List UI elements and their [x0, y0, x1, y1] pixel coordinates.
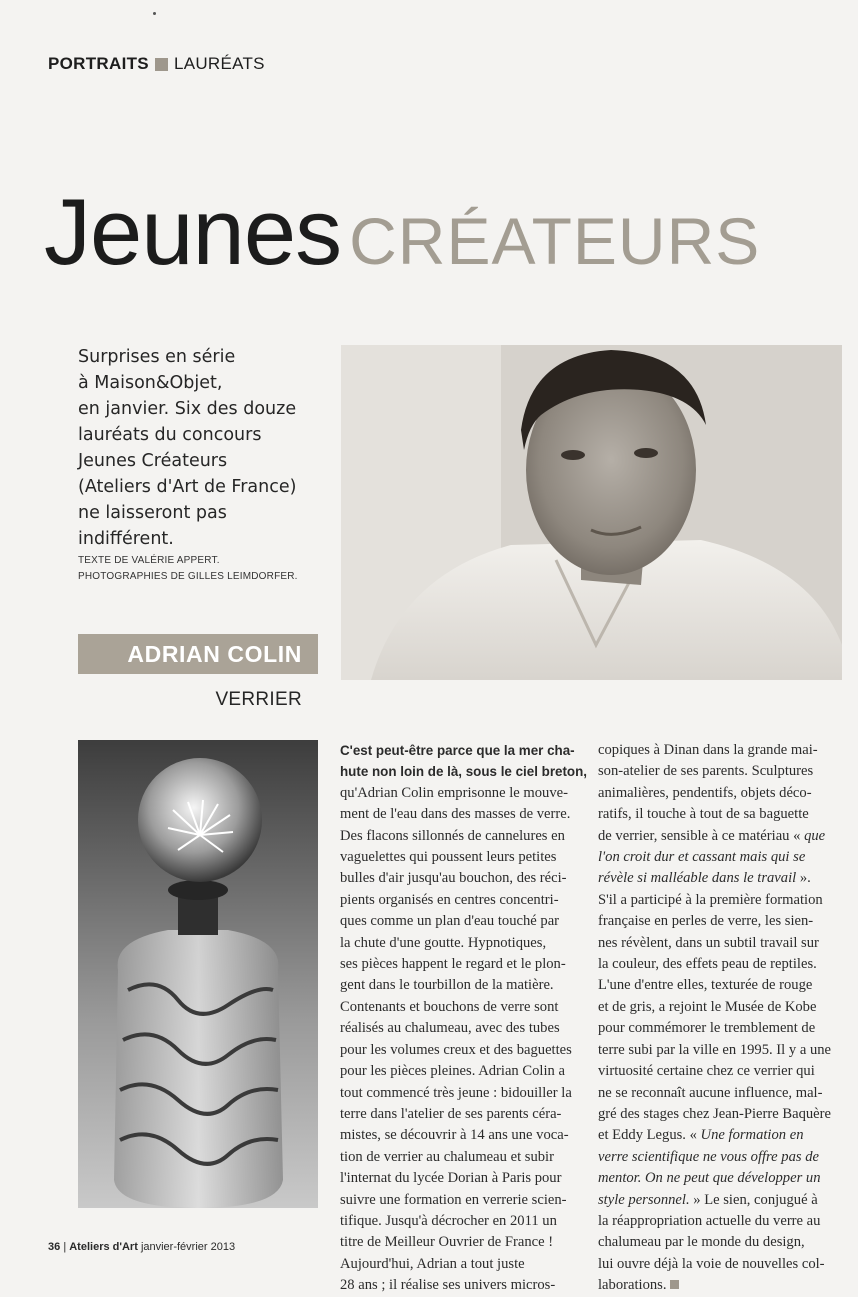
body-line: gent dans le tourbillon de la matière.: [340, 977, 554, 994]
print-mark: [153, 12, 156, 15]
title-part-1: Jeunes: [44, 179, 342, 284]
body-line: animalières, pendentifs, objets déco-: [598, 784, 812, 801]
intro-line: indifférent.: [78, 529, 174, 549]
body-line: ses pièces happent le regard et le plon-: [340, 956, 566, 973]
body-line: gré des stages chez Jean-Pierre Baquère: [598, 1105, 831, 1122]
intro-line: en janvier. Six des douze: [78, 399, 297, 419]
intro-line: Jeunes Créateurs: [78, 451, 228, 471]
bottle-illustration: [78, 740, 318, 1208]
quote-line: verre scientifique ne vous offre pas de: [598, 1148, 820, 1165]
intro-line: Surprises en série: [78, 347, 236, 367]
body-line: chalumeau par le monde du design,: [598, 1234, 805, 1251]
body-line: ratifs, il touche à tout de sa baguette: [598, 806, 809, 823]
body-line: et de gris, a rejoint le Musée de Kobe: [598, 998, 817, 1015]
page-number: 36: [48, 1241, 61, 1253]
intro-line: ne laisseront pas: [78, 503, 227, 523]
body-line: virtuosité certaine chez ce verrier qui: [598, 1063, 815, 1080]
quote-text: que: [804, 827, 826, 844]
body-line: suivre une formation en verrerie scien-: [340, 1191, 567, 1208]
text-credit: TEXTE DE VALÉRIE APPERT.: [78, 555, 220, 566]
body-line: tout commencé très jeune : bidouiller la: [340, 1084, 572, 1101]
body-line: titre de Meilleur Ouvrier de France !: [340, 1234, 554, 1251]
body-line: ques comme un plan d'eau touché par: [340, 913, 560, 930]
body-line: [598, 1125, 843, 1146]
quote-text: style personnel.: [598, 1191, 690, 1208]
body-text: et Eddy Legus. «: [598, 1127, 701, 1144]
lead-line: C'est peut-être parce que la mer cha-: [340, 743, 575, 758]
body-line: terre subi par la ville en 1995. Il y a une: [598, 1041, 832, 1058]
body-text: de verrier, sensible à ce matériau «: [598, 827, 805, 844]
body-line: la couleur, des effets peau de reptiles.: [598, 956, 817, 973]
page-title: [44, 178, 844, 286]
body-line: bulles d'air jusqu'au bouchon, des réci-: [340, 870, 567, 887]
body-line: ne se reconnaît aucune influence, mal-: [598, 1084, 823, 1101]
artisan-name: ADRIAN COLIN: [78, 634, 318, 674]
body-line: pour commémorer le tremblement de: [598, 1020, 816, 1037]
section-name: PORTRAITS: [48, 54, 149, 73]
body-line: [598, 1275, 843, 1296]
issue-date: janvier-février 2013: [140, 1241, 236, 1253]
body-line: française en perles de verre, les sien-: [598, 913, 814, 930]
body-line: S'il a participé à la première formation: [598, 891, 823, 908]
photo-credit: PHOTOGRAPHIES DE GILLES LEIMDORFER.: [78, 571, 298, 582]
title-part-2: CRÉATEURS: [349, 204, 761, 278]
article-column-1: [340, 740, 588, 1297]
body-line: qu'Adrian Colin emprisonne le mouve-: [340, 784, 568, 801]
body-line: pour les volumes creux et des baguettes: [340, 1041, 572, 1058]
body-line: la réappropriation actuelle du verre au: [598, 1212, 821, 1229]
footer-separator: |: [63, 1241, 70, 1253]
body-line: vaguelettes qui poussent leurs petites: [340, 849, 557, 866]
body-line: Contenants et bouchons de verre sont: [340, 998, 559, 1015]
section-separator-square: [155, 58, 168, 71]
body-line: mistes, se découvrir à 14 ans une voca-: [340, 1127, 569, 1144]
body-line: [598, 826, 843, 847]
page-footer: [48, 1241, 235, 1253]
body-line: tifique. Jusqu'à décrocher en 2011 un: [340, 1212, 557, 1229]
artisan-role: VERRIER: [215, 689, 302, 710]
quote-line: l'on croit dur et cassant mais qui se: [598, 849, 806, 866]
body-line: tion de verrier au chalumeau et subir: [340, 1148, 554, 1165]
quote-line: mentor. On ne peut que développer un: [598, 1170, 821, 1187]
body-line: L'une d'entre elles, texturée de rouge: [598, 977, 813, 994]
quote-text: révèle si malléable dans le travail: [598, 870, 797, 887]
body-line: pients organisés en centres concentri-: [340, 891, 559, 908]
body-line: copiques à Dinan dans la grande mai-: [598, 742, 818, 758]
body-line: son-atelier de ses parents. Sculptures: [598, 763, 814, 780]
body-line: nes révèlent, dans un subtil travail sur: [598, 934, 819, 951]
magazine-name: Ateliers d'Art: [69, 1241, 138, 1253]
body-line: réalisés au chalumeau, avec des tubes: [340, 1020, 560, 1037]
end-of-article-square: [670, 1280, 679, 1289]
body-line: [598, 1190, 843, 1211]
section-header: [48, 54, 265, 74]
glass-bottle-photo: [78, 740, 318, 1208]
quote-text: Une formation en: [700, 1127, 804, 1144]
body-line: pour les pièces pleines. Adrian Colin a: [340, 1063, 565, 1080]
body-line: [598, 868, 843, 889]
article-column-2: [598, 740, 843, 1297]
body-line: l'internat du lycée Dorian à Paris pour: [340, 1170, 562, 1187]
body-line: Des flacons sillonnés de cannelures en: [340, 827, 565, 844]
section-subname: LAURÉATS: [173, 54, 265, 73]
intro-text: [78, 344, 328, 552]
body-line: 28 ans ; il réalise ses univers micros-: [340, 1277, 556, 1294]
intro-line: lauréats du concours: [78, 425, 262, 445]
body-line: terre dans l'atelier de ses parents céra-: [340, 1105, 562, 1122]
portrait-photo: [341, 345, 842, 680]
body-line: la chute d'une goutte. Hypnotiques,: [340, 934, 547, 951]
body-text: ».: [796, 870, 811, 887]
intro-line: (Ateliers d'Art de France): [78, 477, 297, 497]
body-line: lui ouvre déjà la voie de nouvelles col-: [598, 1255, 825, 1272]
body-text: laborations.: [598, 1277, 667, 1294]
portrait-illustration: [341, 345, 842, 680]
lead-line: hute non loin de là, sous le ciel breton,: [340, 764, 588, 780]
intro-line: à Maison&Objet,: [78, 373, 223, 393]
body-line: Aujourd'hui, Adrian a tout juste: [340, 1255, 525, 1272]
body-line: ment de l'eau dans des masses de verre.: [340, 806, 571, 823]
body-text: » Le sien, conjugué à: [689, 1191, 818, 1208]
credits: [78, 553, 328, 585]
